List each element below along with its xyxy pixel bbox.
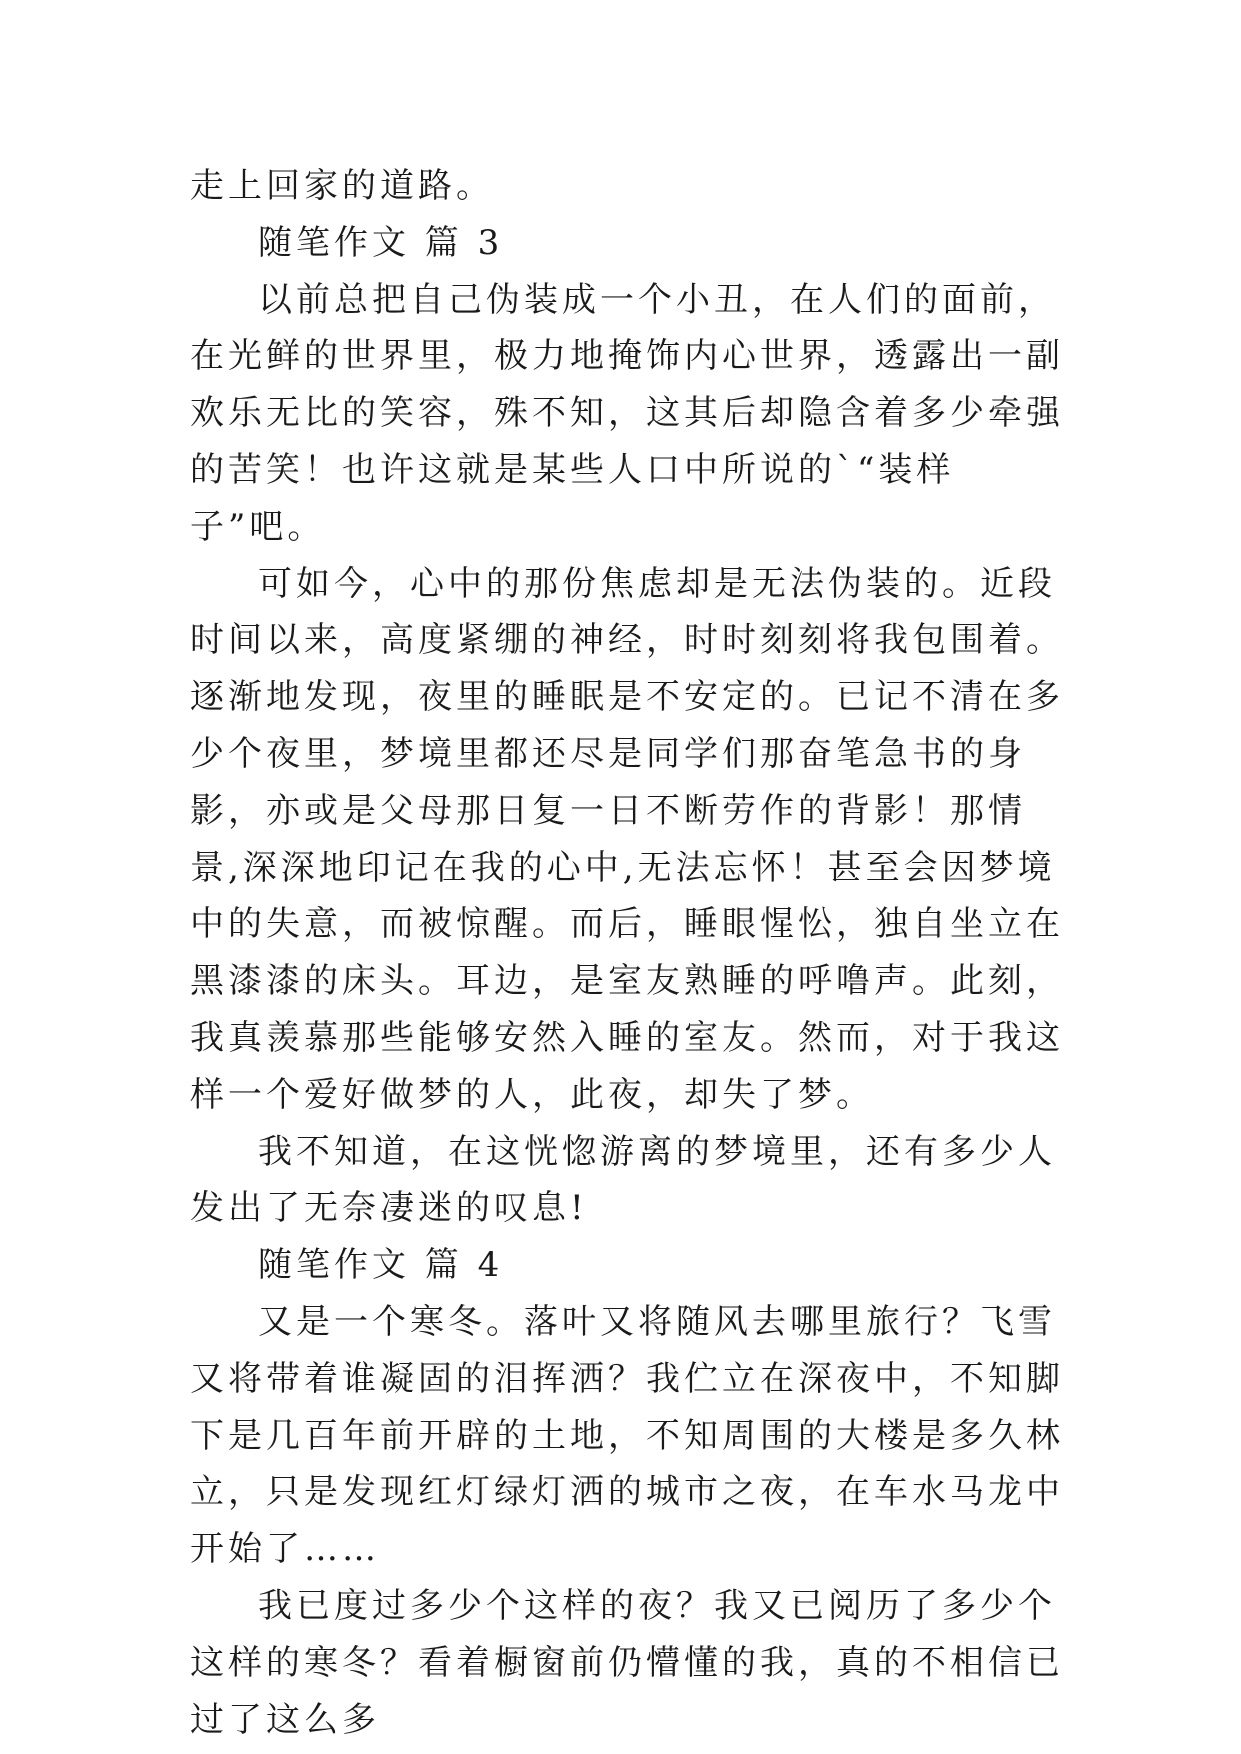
section-heading-3: 随笔作文 篇 3 [258,222,504,263]
paragraph: 我不知道，在这恍惚游离的梦境里，还有多少人发出了无奈凄迷的叹息! [190,1131,1056,1229]
paragraph-continued: 走上回家的道路。 [190,166,494,206]
section-heading-4: 随笔作文 篇 4 [258,1245,504,1286]
paragraph: 以前总把自己伪装成一个小丑，在人们的面前，在光鲜的世界里，极力地掩饰内心世界，透露出一副欢乐无比的笑容，殊不知，这其后却隐含着多少牵强的苦笑！也许这就是某些人口中所说的`“装样子”吧。 [190,279,1064,547]
paragraph: 又是一个寒冬。落叶又将随风去哪里旅行？飞雪又将带着谁凝固的泪挥洒？我伫立在深夜中，不知脚下是几百年前开辟的土地，不知周围的大楼是多久林立，只是发现红灯绿灯洒的城市之夜，在车水马龙中开始了…… [190,1301,1064,1570]
paragraph: 我已度过多少个这样的夜？我又已阅历了多少个这样的寒冬？看着橱窗前仍懵懂的我，真的不相信已过了这么多 [190,1585,1064,1740]
document-body [190,158,1070,1748]
paragraph: 可如今，心中的那份焦虑却是无法伪装的。近段时间以来，高度紧绷的神经，时时刻刻将我包围着。逐渐地发现，夜里的睡眠是不安定的。已记不清在多少个夜里，梦境里都还尽是同学们那奋笔急书的身影，亦或是父母那日复一日不断劳作的背影！那情景,深深地印记在我的心中,无法忘怀！甚至会因梦境中的失意，而被惊醒。而后，睡眼惺忪，独自坐立在黑漆漆的床头。耳边，是室友熟睡的呼噜声。此刻，我真羡慕那些能够安然入睡的室友。然而，对于我这样一个爱好做梦的人，此夜，却失了梦。 [190,563,1064,1115]
